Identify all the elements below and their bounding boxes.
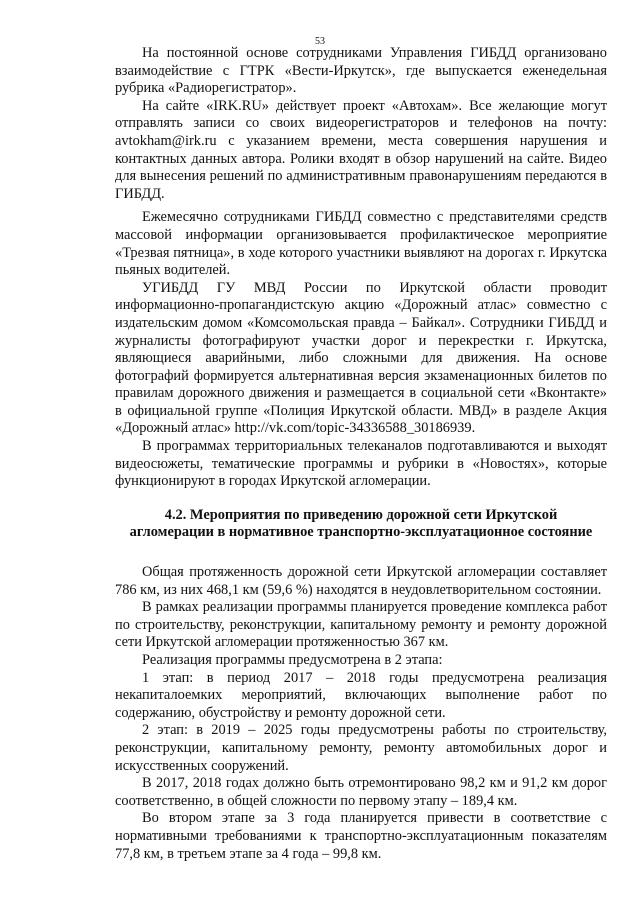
- page-number: 53: [315, 36, 325, 47]
- paragraph-network-length: Общая протяженность дорожной сети Иркутской агломерации составляет 786 км, из них 468,1 км (59,6 %) находятся в неудовлетворительном состоянии.: [115, 564, 607, 598]
- paragraph-radio-registrator: На постоянной основе сотрудниками Управления ГИБДД организовано взаимодействие с ГТРК «Вести-Иркутск», где выпускается еженедельная рубрика «Радиорегистратор».: [115, 45, 607, 97]
- paragraph-sober-friday: Ежемесячно сотрудниками ГИБДД совместно с представителями средств массовой информации организовывается профилактическое мероприятие «Трезвая пятница», в ходе которого участники выявляют на дорогах г. Иркутска пьяных водителей.: [115, 209, 607, 279]
- page-content: [115, 45, 607, 863]
- section-heading-line-1: 4.2. Мероприятия по приведению дорожной сети Иркутской: [164, 506, 558, 523]
- paragraph-tv-programs: В программах территориальных телеканалов подготавливаются и выходят видеосюжеты, тематические программы и рубрики в «Новостях», которые функционируют в городах Иркутской агломерации.: [115, 438, 607, 490]
- section-gap-bottom: [115, 542, 607, 564]
- paragraph-stage-1: 1 этап: в период 2017 – 2018 годы предусмотрена реализация некапиталоемких мероприятий, включающих выполнение работ по содержанию, обустройству и ремонту дорожной сети.: [115, 669, 607, 721]
- paragraph-second-third-stage: Во втором этапе за 3 года планируется привести в соответствие с нормативными требованиями к транспортно-эксплуатационным показателям 77,8 км, в третьем этапе за 4 года – 99,8 км.: [115, 810, 607, 862]
- paragraph-road-atlas: УГИБДД ГУ МВД России по Иркутской области проводит информационно-пропагандистскую акцию «Дорожный атлас» совместно с издательским домом «Комсомольская правда – Байкал». Сотрудники ГИБДД и журналисты фотографируют участки дорог и перекрестки г. Иркутска, являющиеся аварийными, либо сложными для движения. На основе фотографий формируется альтернативная версия экзаменационных билетов по правилам дорожного движения и размещается в социальной сети «Вконтакте» в официальной группе «Полиция Иркутской области. МВД» в разделе Акция «Дорожный атлас» http://vk.com/topic-34336588_30186939.: [115, 279, 607, 437]
- paragraph-avtokham-project: На сайте «IRK.RU» действует проект «Автохам». Все желающие могут отправлять записи со своих видеорегистраторов и телефонов на почту: avtokham@irk.ru с указанием времени, места совершения нарушения и контактных данных автора. Ролики входят в обзор нарушений на сайте. Видео для вынесения решений по административным правонарушениям передаются в ГИБДД.: [115, 97, 607, 202]
- section-heading-line-2: агломерации в нормативное транспортно-эксплуатационное состояние: [129, 524, 593, 541]
- paragraph-program-scope: В рамках реализации программы планируется проведение комплекса работ по строительству, реконструкции, капитальному ремонту и ремонту дорожной сети Иркутской агломерации протяженностью 367 км.: [115, 599, 607, 651]
- section-heading: [115, 507, 607, 542]
- paragraph-stage-2: 2 этап: в 2019 – 2025 годы предусмотрены работы по строительству, реконструкции, капитальному ремонту, ремонту автомобильных дорог и искусственных сооружений.: [115, 722, 607, 774]
- paragraph-stages-intro: Реализация программы предусмотрена в 2 этапа:: [142, 652, 443, 668]
- paragraph-repair-volumes: В 2017, 2018 годах должно быть отремонтировано 98,2 км и 91,2 км дорог соответственно, в общей сложности по первому этапу – 189,4 км.: [115, 775, 607, 809]
- section-gap-top: [115, 491, 607, 507]
